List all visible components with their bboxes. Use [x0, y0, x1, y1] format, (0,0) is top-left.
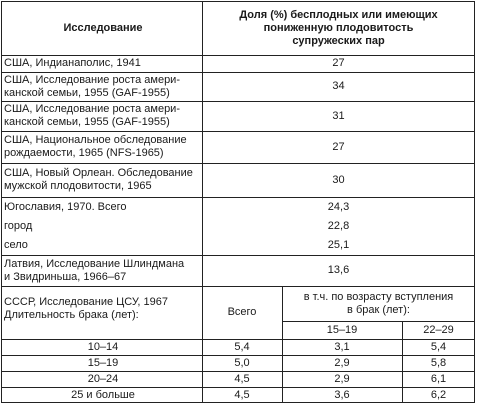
value-text: 2,9 — [334, 356, 350, 369]
table-border-top — [1, 1, 475, 2]
study-name — [1, 72, 202, 101]
value-text: 5,0 — [234, 356, 250, 369]
value-text: 24,3 — [327, 200, 350, 213]
row-divider — [1, 286, 475, 287]
ussr-header — [1, 286, 475, 339]
row-divider — [1, 163, 475, 164]
share-value — [202, 197, 475, 217]
value-text: 5,8 — [430, 356, 447, 369]
study-line: США, Индианаполис, 1941 — [4, 57, 141, 69]
study-name — [1, 197, 202, 217]
table-border-right — [474, 1, 475, 403]
study-name — [1, 131, 202, 163]
row-divider — [1, 339, 475, 340]
study-line: рождаемости, 1965 (NFS-1965) — [4, 147, 164, 159]
header-row — [1, 1, 475, 55]
duration-text: 10–14 — [87, 340, 119, 353]
study-name — [1, 163, 202, 197]
duration — [1, 387, 202, 403]
study-line: город — [4, 220, 33, 232]
group1-value — [282, 355, 402, 371]
fertility-table — [1, 1, 475, 403]
table-row — [1, 371, 475, 387]
header-share-line2: пониженную плодовитость — [263, 21, 414, 34]
row-divider — [1, 255, 475, 256]
header-share-line3: супружеских пар — [292, 34, 385, 47]
share-value — [202, 55, 475, 72]
table-row — [1, 217, 475, 236]
share-value — [202, 163, 475, 197]
age-header-divider — [282, 321, 475, 322]
duration-text: 15–19 — [87, 356, 119, 369]
study-line: Югославия, 1970. Всего — [4, 200, 127, 213]
table-row — [1, 131, 475, 163]
study-line: США, Исследование роста амери- — [4, 73, 180, 86]
group1-value — [282, 371, 402, 387]
share-value — [202, 131, 475, 163]
ussr-total-header — [202, 286, 282, 339]
duration-text: 20–24 — [87, 372, 119, 385]
share-value — [202, 101, 475, 131]
study-name — [1, 101, 202, 131]
value-text: 6,1 — [430, 372, 447, 385]
group1-value — [282, 387, 402, 403]
value-text: 2,9 — [334, 372, 350, 385]
group2-value — [402, 355, 475, 371]
share-value — [202, 217, 475, 236]
duration-text: 25 и больше — [71, 388, 135, 401]
study-line: США, Новый Орлеан. Обследование — [4, 167, 193, 179]
table-row — [1, 197, 475, 217]
share-value — [202, 72, 475, 101]
table-row — [1, 72, 475, 101]
value-text: 31 — [332, 109, 345, 122]
study-name — [1, 217, 202, 236]
total-value — [202, 355, 282, 371]
value-text: 30 — [332, 173, 345, 186]
study-line: США, Национальное обследование — [4, 134, 187, 146]
total-header-label: Всего — [227, 306, 257, 318]
total-value — [202, 387, 282, 403]
study-line: канской семьи, 1955 (GAF-1955) — [4, 116, 170, 128]
total-value — [202, 371, 282, 387]
duration — [1, 355, 202, 371]
table-border-bottom — [1, 402, 475, 403]
ussr-age-group2 — [402, 321, 475, 339]
row-divider — [1, 355, 475, 356]
ussr-label — [1, 286, 202, 339]
study-line: и Звидриньша, 1966–67 — [4, 270, 127, 283]
value-text: 5,4 — [430, 340, 447, 353]
group1-value — [282, 339, 402, 355]
value-text: 27 — [332, 140, 345, 153]
table-row — [1, 387, 475, 403]
table-row — [1, 355, 475, 371]
table-row — [1, 101, 475, 131]
value-text: 3,1 — [334, 340, 350, 353]
row-divider — [1, 101, 475, 102]
header-share-line1: Доля (%) бесплодных или имеющих — [239, 8, 438, 21]
study-line: Латвия, Исследование Шлиндмана — [4, 257, 185, 270]
row-divider — [1, 55, 475, 56]
table-row — [1, 339, 475, 355]
column-divider — [282, 286, 283, 403]
study-line: мужской плодовитости, 1965 — [4, 180, 152, 192]
table-row — [1, 236, 475, 255]
header-study — [1, 1, 202, 55]
value-text: 25,1 — [327, 239, 350, 251]
study-line: канской семьи, 1955 (GAF-1955) — [4, 86, 170, 99]
study-line: США, Исследование роста амери- — [4, 103, 180, 115]
row-divider — [1, 387, 475, 388]
row-divider — [1, 197, 475, 198]
row-divider — [1, 371, 475, 372]
study-name — [1, 55, 202, 72]
share-value — [202, 255, 475, 286]
age-group1-label: 15–19 — [326, 323, 358, 336]
age-header-line1: в т.ч. по возрасту вступления — [303, 290, 454, 303]
row-divider — [1, 72, 475, 73]
table-border-left — [1, 1, 2, 403]
study-name — [1, 236, 202, 255]
table-row — [1, 255, 475, 286]
value-text: 4,5 — [234, 372, 250, 385]
value-text: 34 — [332, 80, 345, 92]
row-divider — [1, 131, 475, 132]
value-text: 3,6 — [334, 388, 350, 401]
group2-value — [402, 387, 475, 403]
group2-value — [402, 371, 475, 387]
value-text: 27 — [332, 57, 345, 69]
ussr-label-line1: СССР, Исследование ЦСУ, 1967 — [4, 296, 168, 308]
duration — [1, 339, 202, 355]
header-share — [202, 1, 475, 55]
study-name — [1, 255, 202, 286]
value-text: 13,6 — [327, 264, 350, 276]
age-group2-label: 22–29 — [423, 323, 454, 336]
ussr-age-group1 — [282, 321, 402, 339]
column-divider — [402, 321, 403, 403]
table-row — [1, 163, 475, 197]
share-value — [202, 236, 475, 255]
group2-value — [402, 339, 475, 355]
total-value — [202, 339, 282, 355]
ussr-age-header — [282, 286, 475, 321]
value-text: 22,8 — [327, 220, 350, 232]
duration — [1, 371, 202, 387]
value-text: 6,2 — [430, 388, 447, 401]
age-header-line2: в брак (лет): — [347, 303, 410, 316]
header-study-label: Исследование — [63, 21, 143, 34]
column-divider — [202, 1, 203, 403]
value-text: 4,5 — [234, 388, 250, 401]
ussr-label-line2: Длительность брака (лет): — [4, 309, 139, 321]
study-line: село — [4, 239, 28, 251]
table-row — [1, 55, 475, 72]
value-text: 5,4 — [234, 340, 250, 353]
